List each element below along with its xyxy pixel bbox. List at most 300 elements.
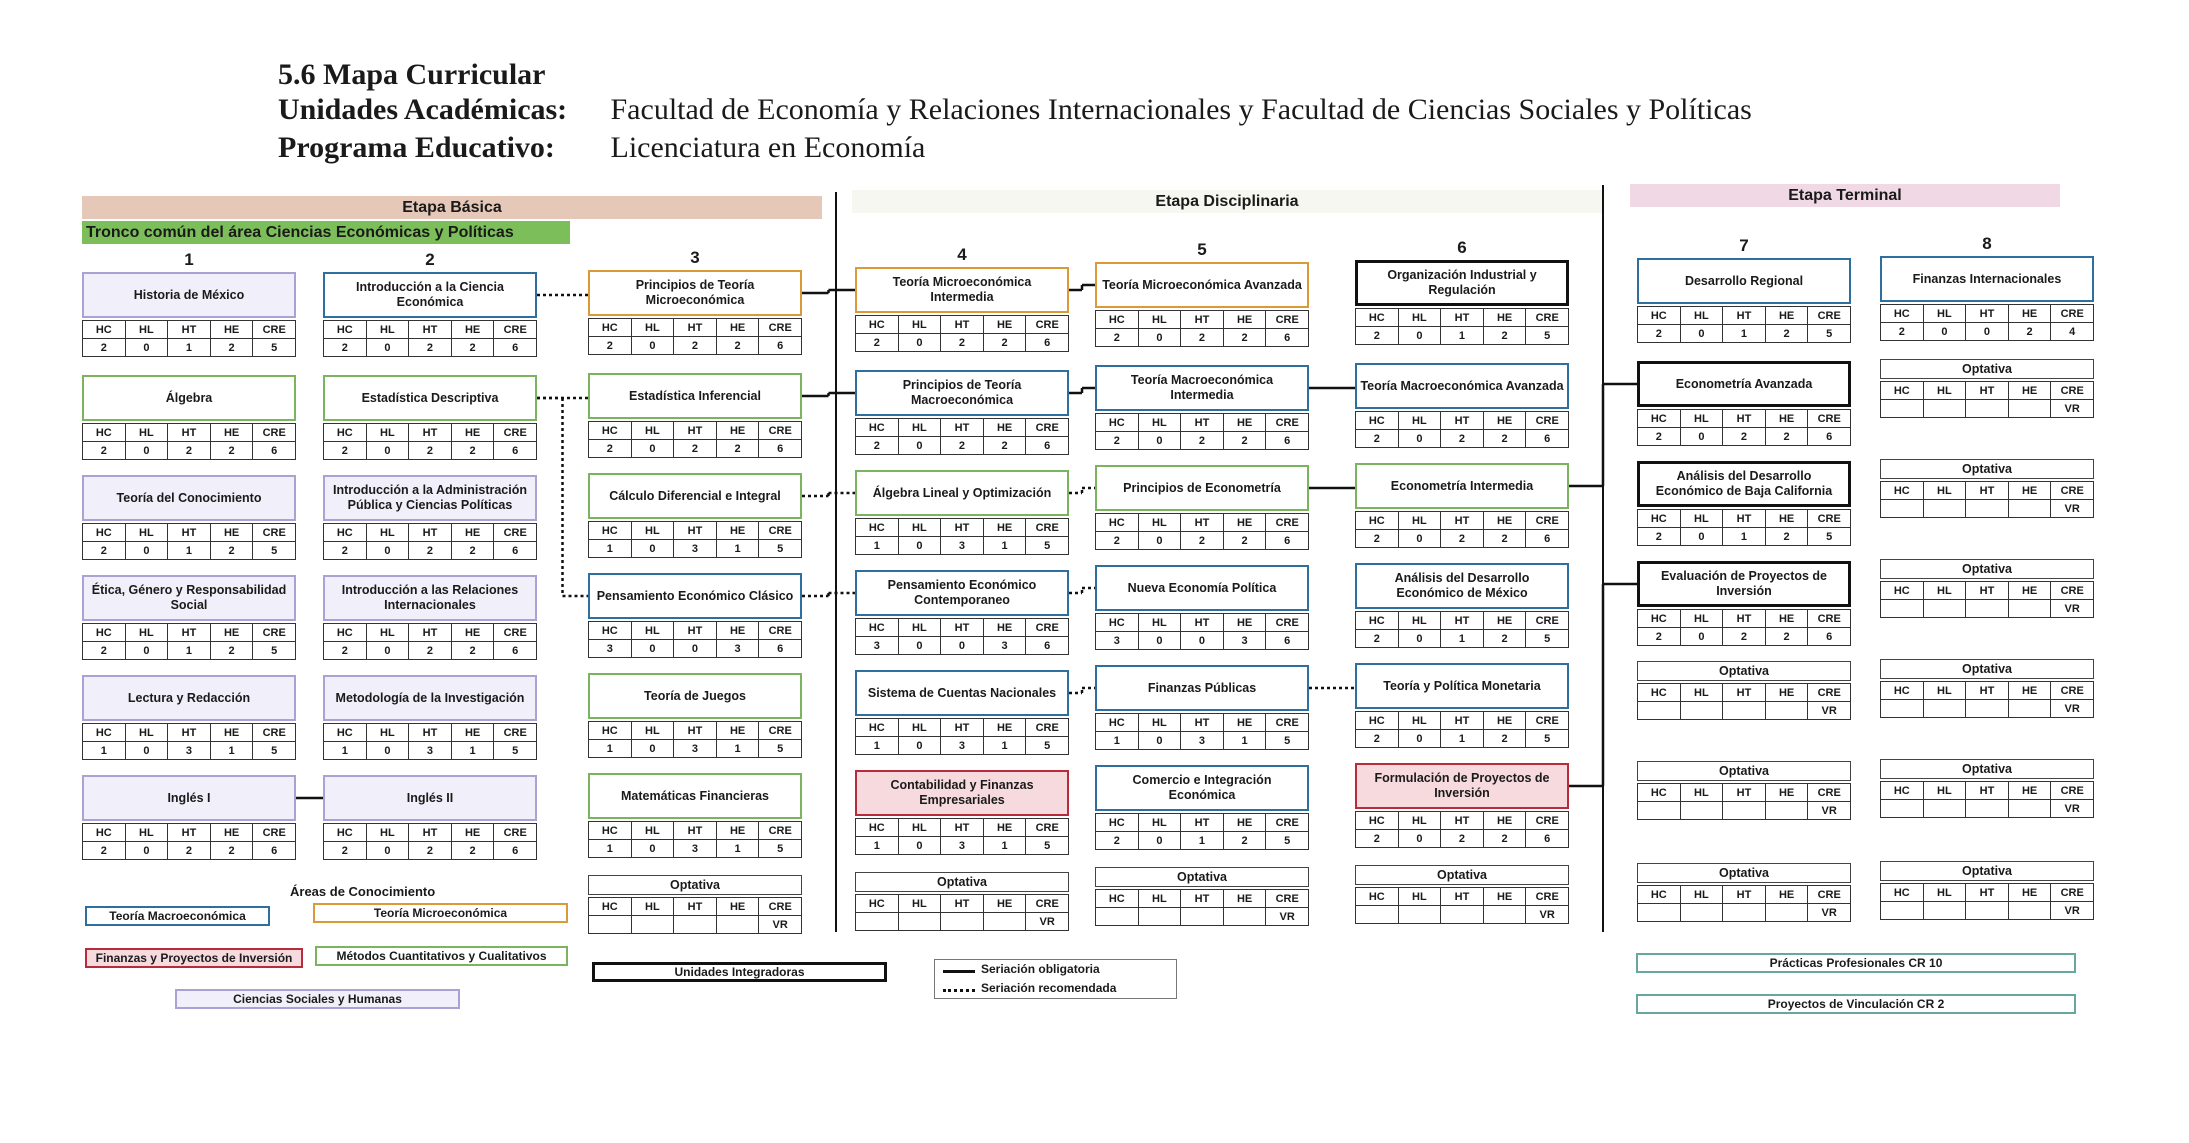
credit-value-hc: 2 [1356,630,1399,648]
credit-value-he: 2 [210,339,253,357]
credit-value-ht: 2 [941,437,984,455]
course-box [855,770,1069,856]
credits-table [1880,781,2094,818]
credits-table [588,897,802,934]
credit-value-hc: 2 [856,437,899,455]
course-title: Teoría del Conocimiento [82,475,296,521]
legend-macro: Teoría Macroeconómica [85,906,270,926]
credit-value-ht: 0 [1966,323,2009,341]
credit-header-hl: HL [898,895,941,913]
credit-value-he: 2 [1765,628,1808,646]
credit-value-he: 1 [983,837,1026,855]
credit-value-cre: 6 [759,337,802,355]
credit-header-cre: CRE [1266,311,1309,329]
credit-value-he [716,916,759,934]
credit-header-cre: CRE [1808,886,1851,904]
credits-table [588,521,802,558]
course-title: Análisis del Desarrollo Económico de México [1355,563,1569,609]
optativa-title: Optativa [1880,759,2094,779]
credit-value-hc: 1 [589,540,632,558]
credit-header-hc: HC [324,724,367,742]
credit-header-hl: HL [1680,684,1723,702]
credit-value-hc: 3 [856,637,899,655]
credit-value-cre: VR [1808,702,1851,720]
course-box [1355,563,1569,649]
credit-value-hl: 0 [1398,327,1441,345]
course-box [855,267,1069,353]
credit-header-ht: HT [674,422,717,440]
credit-header-ht: HT [1966,884,2009,902]
credit-header-hc: HC [1096,311,1139,329]
credit-value-hc: 2 [83,642,126,660]
credit-value-cre: 4 [2051,323,2094,341]
credit-header-hc: HC [1881,884,1924,902]
course-title: Teoría y Política Monetaria [1355,663,1569,709]
credit-header-ht: HT [168,824,211,842]
course-box [82,575,296,661]
optativa-title: Optativa [1880,861,2094,881]
credit-header-cre: CRE [1026,719,1069,737]
credit-value-hl: 0 [898,537,941,555]
credit-value-cre: 6 [1266,329,1309,347]
credit-value-cre: 6 [1266,432,1309,450]
credit-header-ht: HT [1723,684,1766,702]
credit-header-hc: HC [1096,514,1139,532]
credit-value-cre: 5 [759,540,802,558]
credit-value-cre: 6 [1266,632,1309,650]
credit-header-hl: HL [1923,305,1966,323]
credit-value-he: 2 [210,642,253,660]
credit-header-hc: HC [1638,684,1681,702]
credit-value-he: 2 [451,542,494,560]
course-box [82,775,296,861]
credit-value-ht: 1 [1441,730,1484,748]
credit-header-cre: CRE [494,824,537,842]
credit-header-hl: HL [366,424,409,442]
credit-header-he: HE [1223,614,1266,632]
credit-header-cre: CRE [494,724,537,742]
credit-header-he: HE [983,619,1026,637]
credit-header-hc: HC [1881,482,1924,500]
credit-header-he: HE [983,719,1026,737]
credit-value-cre: 5 [1026,737,1069,755]
credits-table [1095,713,1309,750]
credit-value-ht: 0 [674,640,717,658]
credit-header-cre: CRE [494,524,537,542]
credit-value-ht: 2 [1181,532,1224,550]
course-title: Metodología de la Investigación [323,675,537,721]
credit-value-ht: 1 [1723,528,1766,546]
credit-value-hl [1680,904,1723,922]
credit-value-cre: 6 [759,440,802,458]
credit-value-cre: 5 [759,740,802,758]
course-box [1637,361,1851,447]
credit-value-he [1483,906,1526,924]
credit-header-ht: HT [1181,614,1224,632]
credit-value-ht: 2 [674,440,717,458]
credit-header-cre: CRE [1808,684,1851,702]
credit-header-hl: HL [631,722,674,740]
etapa-terminal-band: Etapa Terminal [1630,184,2060,207]
credit-header-hl: HL [1138,714,1181,732]
course-box [855,370,1069,456]
credit-header-hc: HC [1881,782,1924,800]
credit-value-hc: 2 [1356,327,1399,345]
credit-header-hl: HL [631,522,674,540]
credit-value-cre: 5 [1526,630,1569,648]
credit-header-cre: CRE [1026,895,1069,913]
credit-header-cre: CRE [1266,614,1309,632]
credit-value-he: 2 [1765,428,1808,446]
credit-value-he: 2 [210,442,253,460]
credit-header-hc: HC [1356,612,1399,630]
credit-value-cre: VR [1808,904,1851,922]
credit-value-ht [1181,908,1224,926]
semester-number-8: 8 [1982,234,1992,253]
course-title: Teoría Microeconómica Avanzada [1095,262,1309,308]
credit-value-hl [1923,700,1966,718]
credit-header-cre: CRE [1808,784,1851,802]
optativa-box [1355,865,1569,951]
credit-header-hl: HL [1680,307,1723,325]
credit-value-hl [1923,400,1966,418]
credit-header-he: HE [2008,682,2051,700]
credit-header-cre: CRE [2051,682,2094,700]
credit-header-hl: HL [1398,309,1441,327]
course-title: Organización Industrial y Regulación [1355,260,1569,306]
course-box [588,373,802,459]
credit-value-cre: 5 [759,840,802,858]
credit-value-cre: 6 [494,339,537,357]
credit-value-hc: 2 [1638,528,1681,546]
credit-header-hc: HC [589,319,632,337]
credit-header-hl: HL [125,424,168,442]
optativa-title: Optativa [855,872,1069,892]
course-title: Introducción a la Ciencia Económica [323,272,537,318]
credit-value-hc: 1 [83,742,126,760]
credits-table [323,320,537,357]
credit-value-hc: 2 [1096,532,1139,550]
credit-header-hl: HL [898,316,941,334]
credit-value-hc: 2 [1356,830,1399,848]
credit-header-hc: HC [324,321,367,339]
credit-value-cre: VR [1808,802,1851,820]
credit-header-hl: HL [631,319,674,337]
credits-table [82,723,296,760]
credit-header-he: HE [1483,309,1526,327]
credit-header-ht: HT [674,822,717,840]
credit-header-he: HE [210,321,253,339]
credit-value-ht: 1 [168,339,211,357]
credit-header-he: HE [451,424,494,442]
course-title: Historia de México [82,272,296,318]
credit-header-ht: HT [1181,311,1224,329]
credit-header-hl: HL [631,622,674,640]
credit-value-hl: 0 [1398,630,1441,648]
credit-header-he: HE [983,819,1026,837]
credit-value-hc: 1 [856,537,899,555]
credit-value-hl: 0 [366,442,409,460]
credit-value-he: 2 [1765,325,1808,343]
credit-value-he: 3 [716,640,759,658]
course-box [1355,763,1569,849]
credit-value-ht [1966,600,2009,618]
credit-value-hl: 0 [1398,530,1441,548]
semester-number-2: 2 [425,250,435,269]
credit-header-hl: HL [1398,812,1441,830]
credit-value-hl [631,916,674,934]
credit-header-he: HE [1483,612,1526,630]
course-title: Inglés I [82,775,296,821]
credit-header-ht: HT [674,522,717,540]
credit-value-hl: 0 [898,637,941,655]
course-title: Ética, Género y Responsabilidad Social [82,575,296,621]
course-box [588,473,802,559]
credit-header-hc: HC [324,524,367,542]
course-box [1095,465,1309,551]
credit-value-ht: 0 [1181,632,1224,650]
credit-value-he: 2 [983,437,1026,455]
credits-table [588,318,802,355]
credit-header-hl: HL [1138,890,1181,908]
credit-value-hc: 2 [1356,730,1399,748]
course-box [323,575,537,661]
credit-value-hl: 0 [125,742,168,760]
optativa-title: Optativa [1095,867,1309,887]
credit-header-hl: HL [125,724,168,742]
course-box [1095,365,1309,451]
credit-value-hl [1680,802,1723,820]
course-box [323,375,537,461]
credit-header-hc: HC [1638,307,1681,325]
credits-table [323,723,537,760]
credit-value-he [1765,904,1808,922]
credit-header-he: HE [716,822,759,840]
credit-value-ht: 1 [168,542,211,560]
course-title: Comercio e Integración Económica [1095,765,1309,811]
credit-value-hc: 2 [83,339,126,357]
credit-value-hl: 0 [631,740,674,758]
credit-value-he: 2 [210,842,253,860]
credits-table [1637,683,1851,720]
credit-header-he: HE [451,724,494,742]
credit-value-ht: 2 [941,334,984,352]
credit-header-hc: HC [589,898,632,916]
semester-number-5: 5 [1197,240,1207,259]
credit-header-hl: HL [125,321,168,339]
etapa-disciplinaria-band: Etapa Disciplinaria [852,190,1602,213]
credit-header-ht: HT [1723,784,1766,802]
credits-table [82,423,296,460]
credit-value-he: 1 [1223,732,1266,750]
credit-value-hl: 0 [1680,428,1723,446]
credit-value-hc: 1 [1096,732,1139,750]
semester-number-3: 3 [690,248,700,267]
credit-value-hl [1138,908,1181,926]
credit-header-ht: HT [1181,890,1224,908]
credit-value-hc [1881,400,1924,418]
credit-header-hl: HL [125,824,168,842]
credits-table [1637,409,1851,446]
semester-number-1: 1 [184,250,194,269]
credit-header-cre: CRE [2051,382,2094,400]
optativa-box [1637,661,1851,747]
credit-header-hc: HC [589,822,632,840]
semester-number-6: 6 [1457,238,1467,257]
course-title: Econometría Avanzada [1637,361,1851,407]
course-title: Cálculo Diferencial e Integral [588,473,802,519]
credit-header-he: HE [1223,714,1266,732]
credit-value-hc [1638,702,1681,720]
credit-value-hc: 2 [1638,325,1681,343]
credit-header-he: HE [1765,684,1808,702]
credit-header-cre: CRE [1808,307,1851,325]
credit-header-cre: CRE [1266,814,1309,832]
credit-header-he: HE [2008,305,2051,323]
credit-header-he: HE [983,419,1026,437]
credit-header-hl: HL [1923,482,1966,500]
credit-value-he [2008,400,2051,418]
credit-header-cre: CRE [759,622,802,640]
credits-table [1637,885,1851,922]
credit-value-hl: 0 [1680,628,1723,646]
tronco-comun-band: Tronco común del área Ciencias Económicas y Políticas [82,221,570,244]
credit-header-cre: CRE [759,898,802,916]
credit-value-hc: 2 [324,842,367,860]
credit-value-hc: 2 [83,842,126,860]
credit-header-he: HE [1483,412,1526,430]
credit-header-cre: CRE [2051,305,2094,323]
course-title: Contabilidad y Finanzas Empresariales [855,770,1069,816]
credits-table [1637,609,1851,646]
course-title: Desarrollo Regional [1637,258,1851,304]
credit-value-hc [1881,600,1924,618]
credit-value-he [2008,500,2051,518]
credit-value-ht [674,916,717,934]
credit-value-he [2008,902,2051,920]
credit-header-cre: CRE [1526,412,1569,430]
credit-value-he: 2 [1223,432,1266,450]
optativa-box [855,872,1069,958]
credits-table [1095,310,1309,347]
credit-header-he: HE [210,624,253,642]
credit-header-ht: HT [1441,512,1484,530]
course-title: Pensamiento Económico Contemporaneo [855,570,1069,616]
credit-header-cre: CRE [494,321,537,339]
optativa-box [1880,861,2094,947]
credit-value-he: 1 [716,740,759,758]
credit-header-cre: CRE [1026,819,1069,837]
course-box [1637,461,1851,547]
credit-header-he: HE [1223,414,1266,432]
credit-value-ht: 2 [409,642,452,660]
credits-table [1637,509,1851,546]
credit-header-ht: HT [1966,305,2009,323]
credit-header-hc: HC [1356,512,1399,530]
credit-header-ht: HT [1723,307,1766,325]
course-title: Formulación de Proyectos de Inversión [1355,763,1569,809]
academic-units-label: Unidades Académicas: [278,93,568,126]
course-box [855,470,1069,556]
credit-value-hc: 2 [1638,428,1681,446]
credit-value-ht: 3 [674,840,717,858]
legend-integradoras: Unidades Integradoras [592,962,887,982]
credit-value-hc: 2 [83,542,126,560]
credit-value-ht [1441,906,1484,924]
credit-value-hc [1881,800,1924,818]
credit-value-ht: 3 [941,537,984,555]
course-title: Finanzas Públicas [1095,665,1309,711]
credit-value-hl: 0 [125,842,168,860]
credit-header-hc: HC [324,824,367,842]
credit-value-cre: 5 [253,542,296,560]
credits-table [1355,611,1569,648]
credits-table [1355,511,1569,548]
credits-table [1355,411,1569,448]
credit-value-he [1223,908,1266,926]
credit-header-hl: HL [125,624,168,642]
credit-header-he: HE [1765,307,1808,325]
course-title: Teoría de Juegos [588,673,802,719]
credit-header-hl: HL [898,819,941,837]
credit-header-he: HE [716,522,759,540]
credit-header-ht: HT [168,524,211,542]
credit-header-hc: HC [856,316,899,334]
credits-table [1095,613,1309,650]
credit-value-ht: 3 [674,740,717,758]
credit-header-hl: HL [1398,412,1441,430]
credit-header-cre: CRE [1526,888,1569,906]
credit-header-hc: HC [856,819,899,837]
credit-value-ht: 2 [409,339,452,357]
credit-header-ht: HT [1441,712,1484,730]
credit-value-ht: 2 [409,842,452,860]
credit-header-cre: CRE [2051,884,2094,902]
credit-value-he: 2 [1483,430,1526,448]
credit-value-he: 3 [983,637,1026,655]
credit-value-he: 2 [1483,730,1526,748]
credit-value-cre: 5 [1526,327,1569,345]
credit-value-he: 1 [210,742,253,760]
legend-title: Áreas de Conocimiento [290,884,436,899]
credit-value-hl: 0 [631,640,674,658]
course-title: Álgebra [82,375,296,421]
credit-header-cre: CRE [494,624,537,642]
credit-header-hc: HC [1638,510,1681,528]
credit-header-hl: HL [1398,888,1441,906]
credit-value-hc: 2 [83,442,126,460]
credits-table [855,618,1069,655]
credit-header-hc: HC [1356,888,1399,906]
credit-value-hc: 3 [1096,632,1139,650]
semester-number-7: 7 [1739,236,1749,255]
credit-header-hc: HC [1356,309,1399,327]
credit-header-cre: CRE [759,822,802,840]
credit-value-he: 2 [1223,329,1266,347]
credit-value-ht: 2 [1441,830,1484,848]
credit-header-cre: CRE [253,524,296,542]
legend-finance: Finanzas y Proyectos de Inversión [85,948,303,968]
credit-header-cre: CRE [1526,712,1569,730]
course-box [1637,561,1851,647]
credit-value-ht: 3 [941,837,984,855]
credit-value-ht: 2 [168,442,211,460]
credits-table [1880,581,2094,618]
credit-value-ht [1966,500,2009,518]
credit-header-hc: HC [856,895,899,913]
credit-header-he: HE [983,316,1026,334]
credits-table [1355,308,1569,345]
